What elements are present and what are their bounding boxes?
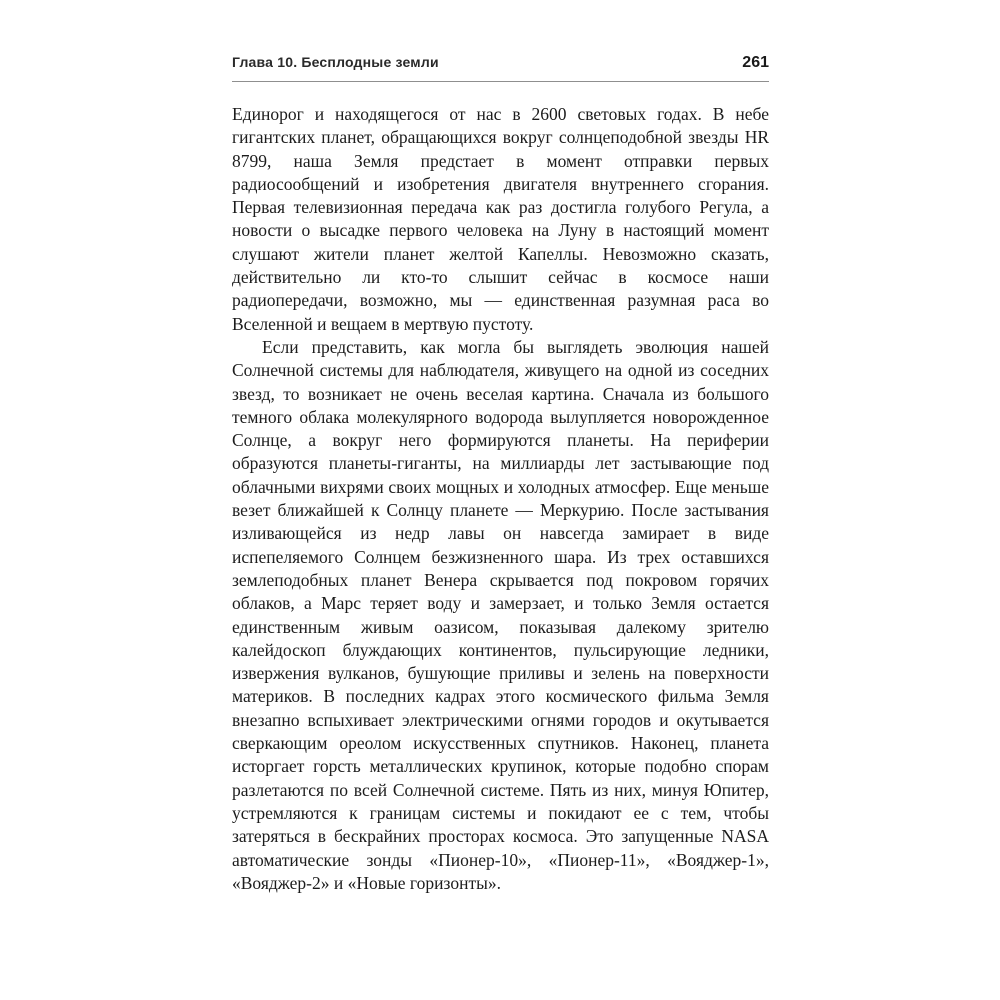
page-body — [232, 103, 769, 895]
book-page — [232, 54, 769, 895]
chapter-title: Глава 10. Бесплодные земли — [232, 54, 439, 70]
paragraph-continuation: Единорог и находящегося от нас в 2600 световых годах. В небе гигантских планет, обращающихся вокруг солнцеподобной звезды HR 8799, наша Земля предстает в момент отправки первых радиосообщений и изобретения двигателя внутреннего сгорания. Первая телевизионная передача как раз достигла голубого Регула, а новости о высадке первого человека на Луну в настоящий момент слушают жители планет желтой Капеллы. Невозможно сказать, действительно ли кто-то слышит сейчас в космосе наши радиопередачи, возможно, мы — единственная разумная раса во Вселенной и вещаем в мертвую пустоту. — [232, 104, 769, 334]
paragraph: Если представить, как могла бы выглядеть эволюция нашей Солнечной системы для наблюдателя, живущего на одной из соседних звезд, то возникает не очень веселая картина. Сначала из большого темного облака молекулярного водорода вылупляется новорожденное Солнце, а вокруг него формируются планеты. На периферии образуются планеты-гиганты, на миллиарды лет застывающие под облачными вихрями своих мощных и холодных атмосфер. Еще меньше везет ближайшей к Солнцу планете — Меркурию. После застывания изливающейся из недр лавы он навсегда замирает в виде испепеляемого Солнцем безжизненного шара. Из трех оставшихся землеподобных планет Венера скрывается под покровом горячих облаков, а Марс теряет воду и замерзает, и только Земля остается единственным живым оазисом, показывая далекому зрителю калейдоскоп блуждающих континентов, пульсирующие ледники, извержения вулканов, бушующие приливы и зелень на поверхности материков. В последних кадрах этого космического фильма Земля внезапно вспыхивает электрическими огнями городов и окутывается сверкающим ореолом искусственных спутников. Наконец, планета исторгает горсть металлических крупинок, которые подобно спорам разлетаются по всей Солнечной системе. Пять из них, минуя Юпитер, устремляются к границам системы и покидают ее с тем, чтобы затеряться в бескрайних просторах космоса. Это запущенные NASA автоматические зонды «Пионер-10», «Пионер-11», «Вояджер-1», «Вояджер-2» и «Новые горизонты». — [232, 336, 769, 893]
page-number: 261 — [742, 54, 769, 71]
page-header — [232, 54, 769, 82]
